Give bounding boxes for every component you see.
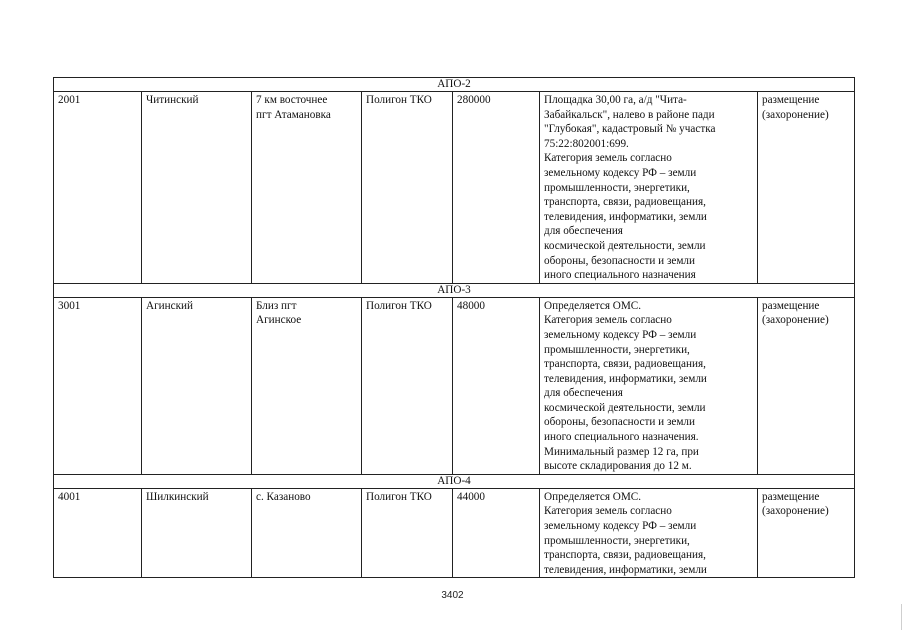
cell-location: Близ пгт Агинское: [252, 297, 362, 474]
page-number: 3402: [441, 590, 464, 601]
cell-code: 4001: [54, 488, 142, 578]
cell-code: 2001: [54, 92, 142, 284]
cell-location: с. Казаново: [252, 488, 362, 578]
cell-object-type: Полигон ТКО: [362, 92, 453, 284]
cell-location: 7 км восточнее пгт Атамановка: [252, 92, 362, 284]
cell-district: Шилкинский: [142, 488, 252, 578]
cell-capacity: 48000: [453, 297, 540, 474]
cell-district: Агинский: [142, 297, 252, 474]
cell-object-type: Полигон ТКО: [362, 297, 453, 474]
table-row: [54, 488, 855, 578]
cell-purpose: размещение (захоронение): [758, 92, 855, 284]
table-row: [54, 92, 855, 284]
cell-code: 3001: [54, 297, 142, 474]
section-header-row: [54, 283, 855, 297]
cell-purpose: размещение (захоронение): [758, 488, 855, 578]
cell-description: Определяется ОМС. Категория земель согласно земельному кодексу РФ – земли промышленности, энергетики, транспорта, связи, радиовещания, телевидения, информатики, земли: [540, 488, 758, 578]
facilities-table: [53, 77, 855, 578]
cell-object-type: Полигон ТКО: [362, 488, 453, 578]
section-header-row: [54, 474, 855, 488]
cell-description: Площадка 30,00 га, а/д "Чита- Забайкальск", налево в районе пади "Глубокая", кадастровый № участка 75:22:802001:699. Категория земель согласно земельному кодексу РФ – земли промышленности, энергетики, транспорта, связи, радиовещания, телевидения, информатики, земли для обеспечения космической деятельности, земли обороны, безопасности и земли иного специального назначения: [540, 92, 758, 284]
section-header-row: [54, 78, 855, 92]
cell-capacity: 44000: [453, 488, 540, 578]
section-header: АПО-4: [54, 474, 855, 488]
cell-district: Читинский: [142, 92, 252, 284]
table-row: [54, 297, 855, 474]
cell-purpose: размещение (захоронение): [758, 297, 855, 474]
cell-capacity: 280000: [453, 92, 540, 284]
section-header: АПО-3: [54, 283, 855, 297]
cell-description: Определяется ОМС. Категория земель согласно земельному кодексу РФ – земли промышленности, энергетики, транспорта, связи, радиовещания, телевидения, информатики, земли для обеспечения космической деятельности, земли обороны, безопасности и земли иного специального назначения. Минимальный размер 12 га, при высоте складирования до 12 м.: [540, 297, 758, 474]
scan-edge-mark: [901, 604, 902, 630]
section-header: АПО-2: [54, 78, 855, 92]
